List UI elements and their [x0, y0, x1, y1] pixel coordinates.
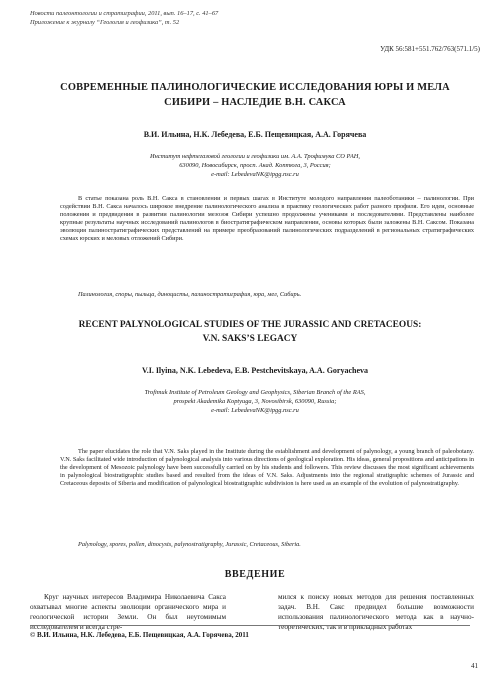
article-title-en [30, 318, 470, 346]
running-header-journal: Новости палеонтологии и стратиграфии, 2011, вып. 16–17, с. 41–67 [30, 10, 219, 17]
keywords-en: Palynology, spores, pollen, dinocysts, palynostratigraphy, Jurassic, Cretaceous, Siberia. [78, 541, 301, 548]
affiliation-en-email: e-mail: LebedevaNK@ipgg.nsc.ru [211, 406, 299, 414]
article-title-ru: СОВРЕМЕННЫЕ ПАЛИНОЛОГИЧЕСКИЕ ИССЛЕДОВАНИЯ ЮРЫ И МЕЛА СИБИРИ – НАСЛЕДИЕ В.Н. САКСА [60, 82, 450, 108]
intro-column-left: Круг научных интересов Владимира Николаевича Сакса охватывал многие аспекты эволюции органического мира и геологической истории Земли. Он был неутомимым исследователем и всегда стре- [30, 593, 226, 631]
section-heading-introduction: ВВЕДЕНИЕ [224, 569, 286, 580]
keywords-ru: Палинология, споры, пыльца, диноцисты, палиностратиграфия, юра, мел, Сибирь. [78, 291, 302, 298]
running-header [30, 10, 218, 27]
abstract-ru: В статье показана роль В.Н. Сакса в становлении и первых шагах в Институте молодого направления палеоботаники – палинологии. При содействии В.Н. Сакса началось широкое внедрение палинологического анализа в практику геологических работ разного профиля. Его идеи, основные положения и предвидения в развитии палинологии мезозоя Сибири успешно продолжены учениками и последователями. Представлены наиболее крупные результаты научных исследований палинологов в биостратиграфическом направлении, основы которых были заложены В.Н. Саксом. Показана эволюция палиностратиграфических представлений на примере преобразований палинологических подразделений в региональных стратиграфических схемах юрских и меловых отложений Сибири. [60, 195, 474, 243]
affiliation-ru-address: 630090, Новосибирск, просп. Акад. Коптюга, 3, Россия; [179, 161, 331, 169]
affiliation-en-institute: Trofimuk Institute of Petroleum Geology and Geophysics, Siberian Branch of the RAS, [144, 389, 366, 396]
affiliation-ru [60, 153, 450, 179]
intro-column-right: мился к поиску новых методов для решения поставленных задач. В.Н. Сакс предвидел большие возможности использования палинологического метода как в научно-теоретических, так и в прикладных работах [278, 593, 474, 631]
affiliation-en [60, 389, 450, 415]
authors-ru: В.И. Ильина, Н.К. Лебедева, Е.Б. Пещевицкая, А.А. Горячева [143, 130, 367, 139]
article-title-en-line1: RECENT PALYNOLOGICAL STUDIES OF THE JURASSIC AND CRETACEOUS: [78, 320, 422, 330]
affiliation-ru-institute: Институт нефтегазовой геологии и геофизики им. А.А. Трофимука СО РАН, [150, 153, 360, 160]
copyright-notice: © В.И. Ильина, Н.К. Лебедева, Е.Б. Пещевицкая, А.А. Горячева, 2011 [30, 631, 249, 639]
page-number: 41 [471, 662, 478, 670]
authors-en: V.I. Ilyina, N.K. Lebedeva, E.B. Pestchevitskaya, A.A. Goryacheva [141, 366, 369, 375]
affiliation-en-address: prospekt Akademika Koptyuga, 3, Novosibirsk, 630090, Russia; [173, 397, 337, 405]
footer-divider [30, 625, 470, 626]
udk-code: УДК 56:581+551.762/763(571.1/5) [380, 45, 480, 53]
running-header-supplement: Приложение к журналу “Геология и геофизика”, т. 52 [30, 18, 180, 26]
article-title-en-line2: V.N. SAKS’S LEGACY [202, 334, 298, 344]
abstract-en: The paper elucidates the role that V.N. Saks played in the Institute during the establishment and development of palynology, a young branch of paleobotany. V.N. Saks facilitated wide introduction of palynological analysis into various directions of geological exploration. His ideas, general propositions and anticipations in the development of Mesozoic palynology have been successfully carried on by his students and followers. This review discusses the most significant achievements in palynological biostratigraphic studies based and resulted from the ideas of V.N. Saks. Adjustments into the regional stratigraphic schemes of Jurassic and Cretaceous deposits of Siberia and modification of palynological biostratigraphic subdivision is here used as an example of the evolution of palynostratigraphy. [60, 448, 474, 488]
affiliation-ru-email: e-mail: LebedevaNK@ipgg.nsc.ru [211, 170, 299, 178]
